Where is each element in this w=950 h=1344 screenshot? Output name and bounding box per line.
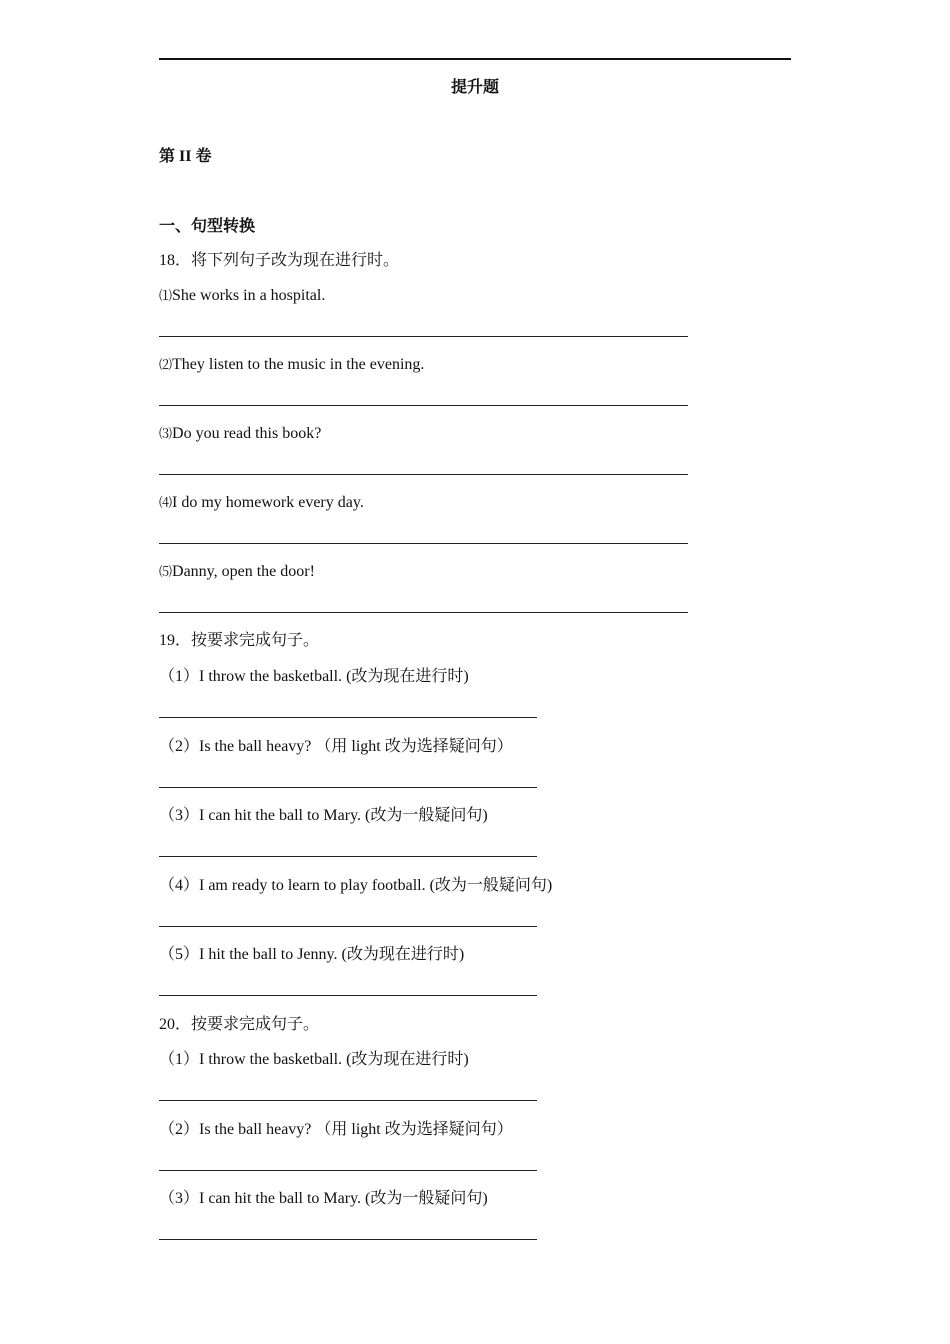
q18-item-3: ⑶Do you read this book? xyxy=(159,425,322,442)
volume-heading: 第 II 卷 xyxy=(159,148,212,165)
answer-line-19-5[interactable] xyxy=(159,995,537,996)
q20-item-3: （3）I can hit the ball to Mary. (改为一般疑问句) xyxy=(159,1190,488,1207)
header-rule xyxy=(159,58,791,60)
q19-item-2: （2）Is the ball heavy? （用 light 改为选择疑问句） xyxy=(159,738,513,755)
q20-item-1: （1）I throw the basketball. (改为现在进行时) xyxy=(159,1051,469,1068)
question-number: 18． xyxy=(159,252,192,269)
answer-line-19-3[interactable] xyxy=(159,856,537,857)
question-number: 19． xyxy=(159,632,192,649)
answer-line-19-1[interactable] xyxy=(159,717,537,718)
answer-line-20-2[interactable] xyxy=(159,1170,537,1171)
answer-line-19-4[interactable] xyxy=(159,926,537,927)
page-title: 提升题 xyxy=(450,79,499,96)
answer-line-18-1[interactable] xyxy=(159,336,688,337)
question-19 xyxy=(159,631,319,651)
q20-item-2: （2）Is the ball heavy? （用 light 改为选择疑问句） xyxy=(159,1121,513,1138)
question-20 xyxy=(159,1015,319,1035)
q18-item-2: ⑵They listen to the music in the evening. xyxy=(159,356,425,373)
q18-item-4: ⑷I do my homework every day. xyxy=(159,494,364,511)
q19-item-5: （5）I hit the ball to Jenny. (改为现在进行时) xyxy=(159,946,465,963)
answer-line-20-1[interactable] xyxy=(159,1100,537,1101)
question-prompt: 按要求完成句子。 xyxy=(191,632,320,649)
answer-line-19-2[interactable] xyxy=(159,787,537,788)
question-prompt: 按要求完成句子。 xyxy=(191,1016,320,1033)
q19-item-3: （3）I can hit the ball to Mary. (改为一般疑问句) xyxy=(159,807,488,824)
question-number: 20． xyxy=(159,1016,192,1033)
question-prompt: 将下列句子改为现在进行时。 xyxy=(191,252,400,269)
answer-line-18-4[interactable] xyxy=(159,543,688,544)
q19-item-4: （4）I am ready to learn to play football. (改为一般疑问句) xyxy=(159,877,553,894)
section-heading: 一、句型转换 xyxy=(159,218,256,235)
q19-item-1: （1）I throw the basketball. (改为现在进行时) xyxy=(159,668,469,685)
q18-item-5: ⑸Danny, open the door! xyxy=(159,563,315,580)
q18-item-1: ⑴She works in a hospital. xyxy=(159,287,326,304)
answer-line-18-2[interactable] xyxy=(159,405,688,406)
answer-line-18-5[interactable] xyxy=(159,612,688,613)
answer-line-18-3[interactable] xyxy=(159,474,688,475)
answer-line-20-3[interactable] xyxy=(159,1239,537,1240)
question-18 xyxy=(159,251,399,271)
